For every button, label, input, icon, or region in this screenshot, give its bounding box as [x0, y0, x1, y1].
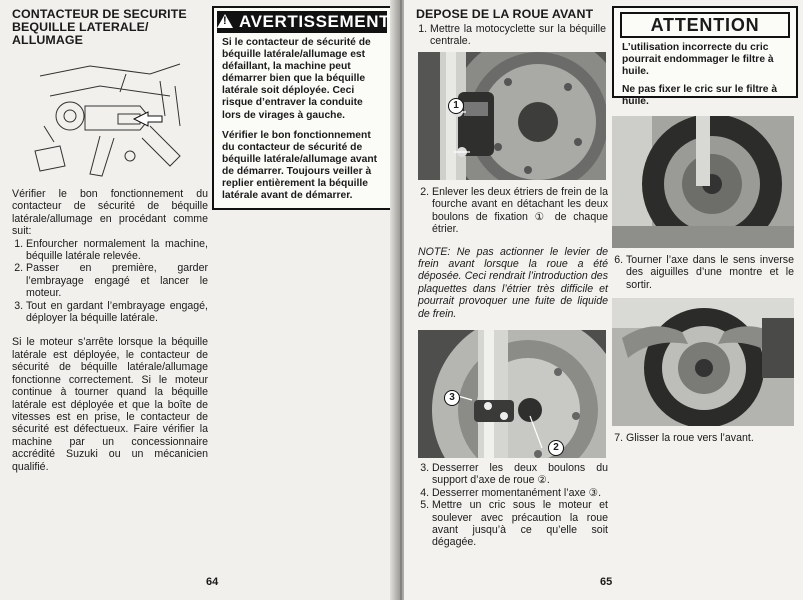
heading-line-2: BEQUILLE LATERALE/ — [12, 20, 149, 34]
warning-box — [212, 6, 392, 210]
page-number-left: 64 — [206, 576, 219, 588]
wheel-off-ground-photo — [612, 116, 794, 248]
attention-box — [612, 6, 798, 108]
left-main-text — [12, 188, 208, 473]
check-steps-list — [12, 238, 208, 325]
attention-paragraph-1: L’utilisation incorrecte du cric pourrait endommager le filtre à huile. — [622, 42, 774, 78]
heading-line-3: ALLUMAGE — [12, 33, 84, 47]
removal-text-step6 — [612, 254, 794, 291]
callout-2: 2 — [548, 440, 564, 456]
removal-steps-3-5 — [418, 462, 608, 549]
warning-paragraph-2: Vérifier le bon fonctionnement du contacteur de sécurité de béquille latérale/allumage avant de démarrer. Toujours veiller à replier entièrement la béquille latérale avant de démarrer. — [222, 129, 378, 202]
attention-title: ATTENTION — [620, 12, 790, 38]
intro-paragraph: Vérifier le bon fonctionnement du contacteur de sécurité de béquille latérale/allumage en procédant comme suit: — [12, 188, 208, 238]
check-step-1: 1. Enfourcher normalement la machine, béquille latérale relevée. — [26, 238, 208, 263]
slide-wheel-photo — [612, 298, 794, 426]
removal-steps-2 — [418, 186, 608, 236]
removal-step-4: 4. Desserrer momentanément l’axe ③. — [432, 487, 608, 499]
callout-1: 1 — [448, 98, 464, 114]
warning-paragraph-1: Si le contacteur de sécurité de béquille latérale/allumage est défaillant, la machine peut démarrer bien que la béquille latérale soit déployée. Ceci risque d’entraver la conduite lors de virages à gauche. — [222, 37, 371, 121]
removal-text-step7 — [612, 432, 794, 444]
caliper-bolts-photo — [418, 52, 606, 180]
check-step-3: 3. Tout en gardant l’embrayage engagé, déployer la béquille latérale. — [26, 300, 208, 325]
axle-bolts-photo — [418, 330, 606, 458]
front-wheel-removal-heading: DEPOSE DE LA ROUE AVANT — [416, 7, 594, 21]
heading-line-1: CONTACTEUR DE SECURITE — [12, 7, 187, 21]
warning-title: AVERTISSEMENT — [239, 12, 391, 31]
removal-steps-start — [416, 23, 606, 48]
warning-triangle-icon: ! — [217, 14, 233, 28]
removal-step-5: 5. Mettre un cric sous le moteur et soulever avec précaution la roue avant jusqu’à ce qu’elle soit dégagée. — [432, 499, 608, 549]
removal-step-2: 2. Enlever les deux étriers de frein de la fourche avant en détachant les deux boulons de fixation ① de chaque étrier. — [432, 186, 608, 236]
removal-step-1: 1. Mettre la motocyclette sur la béquille centrale. — [430, 23, 606, 48]
warning-header — [217, 11, 391, 33]
removal-text-bottom — [418, 462, 608, 549]
sidestand-switch-illustration — [30, 56, 190, 184]
removal-steps-6 — [612, 254, 794, 291]
result-paragraph: Si le moteur s’arrête lorsque la béquille latérale est déployée, le contacteur de sécurité de béquille latérale/allumage fonctionne correctement. Si le moteur continue à tourner quand la béquille latérale est déployée et que la boîte de vitesses est en prise, le contacteur de sécurité est défectueux. Faire vérifier la machine par un concessionnaire accrédité Suzuki ou un mécanicien qualifié. — [12, 336, 208, 473]
callout-3: 3 — [444, 390, 460, 406]
page-number-right: 65 — [600, 576, 613, 588]
right-page — [404, 0, 803, 600]
section-heading-sidestand-switch — [12, 8, 202, 47]
removal-steps-7 — [612, 432, 794, 444]
attention-paragraph-2: Ne pas fixer le cric sur le filtre à huile. — [622, 84, 778, 108]
check-step-2: 2. Passer en première, garder l’embrayage engagé et lancer le moteur. — [26, 262, 208, 299]
section-removal — [416, 8, 606, 48]
brake-lever-note: NOTE: Ne pas actionner le levier de frein avant lorsque la roue a été déposée. Ceci rendrait l’introduction des plaquettes dans l’étrier très difficile et pourrait provoquer une fuite de liquide de frein. — [418, 245, 608, 320]
removal-step-3: 3. Desserrer les deux boulons du support d’axe de roue ②. — [432, 462, 608, 487]
left-page — [0, 0, 396, 600]
removal-step-7: 7. Glisser la roue vers l’avant. — [626, 432, 794, 444]
removal-step-6: 6. Tourner l’axe dans le sens inverse des aiguilles d’une montre et le sortir. — [626, 254, 794, 291]
removal-text-middle — [418, 186, 608, 320]
